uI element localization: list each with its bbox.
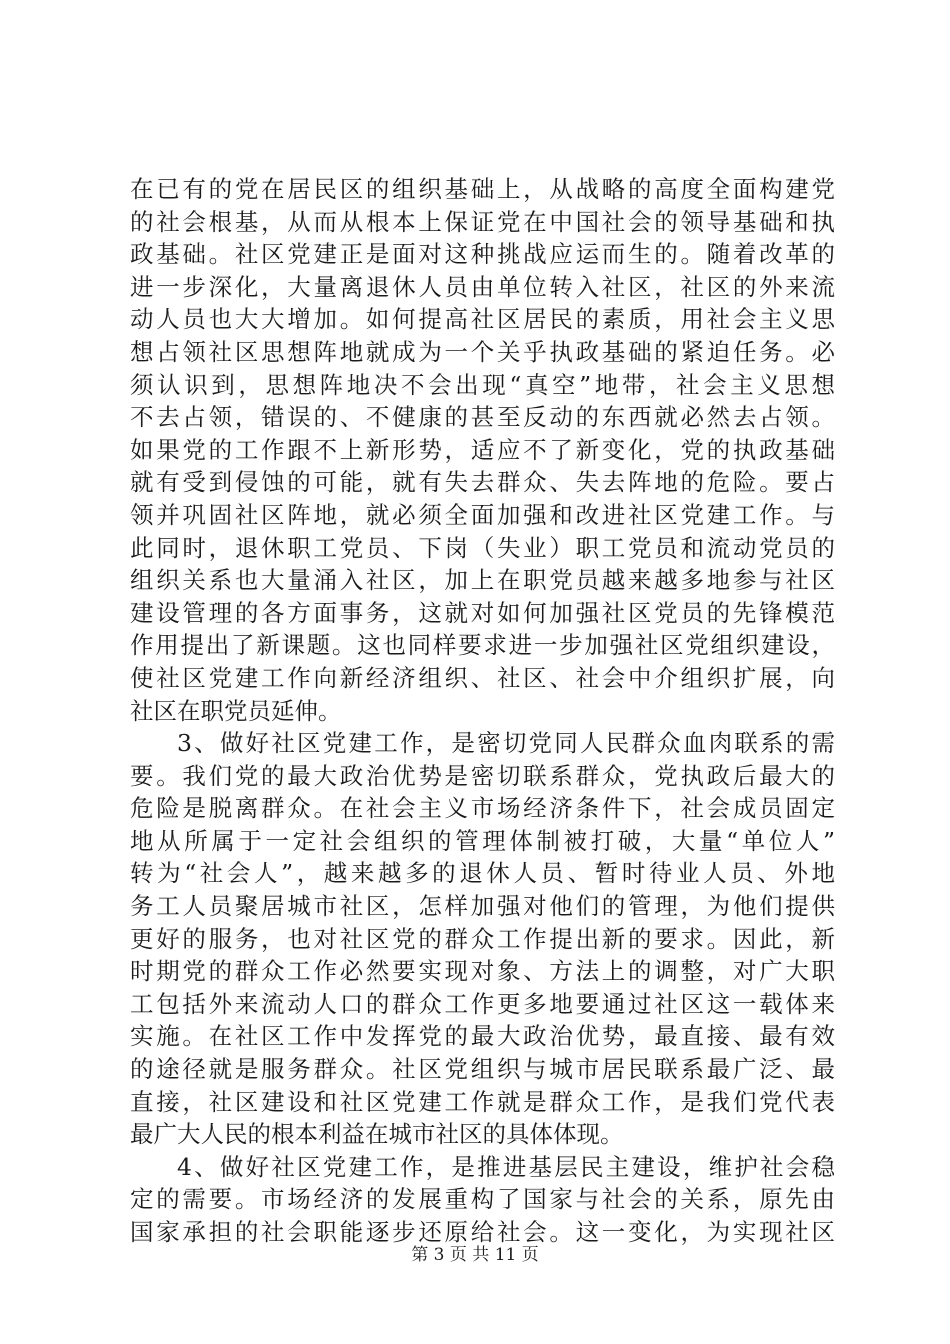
text-line: 的途径就是服务群众。社区党组织与城市居民联系最广泛、最 bbox=[130, 1055, 835, 1084]
text-line: 最广大人民的根本利益在城市社区的具体体现。 bbox=[130, 1120, 624, 1149]
text-line: 3、做好社区党建工作，是密切党同人民群众血肉联系的需 bbox=[177, 729, 835, 758]
text-line: 的社会根基，从而从根本上保证党在中国社会的领导基础和执 bbox=[130, 207, 835, 236]
text-line: 此同时，退休职工党员、下岗（失业）职工党员和流动党员的 bbox=[130, 533, 835, 562]
text-line: 建设管理的各方面事务，这就对如何加强社区党员的先锋模范 bbox=[130, 598, 835, 627]
text-line: 务工人员聚居城市社区，怎样加强对他们的管理，为他们提供 bbox=[130, 892, 835, 921]
body-text bbox=[130, 173, 835, 1249]
text-line: 进一步深化，大量离退休人员由单位转入社区，社区的外来流 bbox=[130, 272, 835, 301]
text-line: 政基础。社区党建正是面对这种挑战应运而生的。随着改革的 bbox=[130, 240, 835, 269]
text-line: 工包括外来流动人口的群众工作更多地要通过社区这一载体来 bbox=[130, 989, 835, 1018]
text-line: 动人员也大大增加。如何提高社区居民的素质，用社会主义思 bbox=[130, 305, 835, 334]
text-line: 危险是脱离群众。在社会主义市场经济条件下，社会成员固定 bbox=[130, 794, 835, 823]
text-line: 国家承担的社会职能逐步还原给社会。这一变化，为实现社区 bbox=[130, 1218, 835, 1246]
text-line: 更好的服务，也对社区党的群众工作提出新的要求。因此，新 bbox=[130, 924, 835, 953]
text-line: 实施。在社区工作中发挥党的最大政治优势，最直接、最有效 bbox=[130, 1022, 835, 1051]
text-line: 转为“社会人”，越来越多的退休人员、暂时待业人员、外地 bbox=[130, 859, 835, 888]
text-line: 须认识到，思想阵地决不会出现“真空”地带，社会主义思想 bbox=[130, 370, 835, 399]
text-line: 直接，社区建设和社区党建工作就是群众工作，是我们党代表 bbox=[130, 1087, 835, 1116]
text-line: 就有受到侵蚀的可能，就有失去群众、失去阵地的危险。要占 bbox=[130, 468, 835, 497]
text-line: 地从所属于一定社会组织的管理体制被打破，大量“单位人” bbox=[130, 826, 835, 855]
text-line: 领并巩固社区阵地，就必须全面加强和改进社区党建工作。与 bbox=[130, 500, 835, 529]
text-line: 社区在职党员延伸。 bbox=[130, 696, 342, 725]
text-line: 4、做好社区党建工作，是推进基层民主建设，维护社会稳 bbox=[177, 1152, 835, 1181]
text-line: 作用提出了新课题。这也同样要求进一步加强社区党组织建设， bbox=[130, 631, 835, 660]
text-line: 组织关系也大量涌入社区，加上在职党员越来越多地参与社区 bbox=[130, 566, 835, 595]
text-line: 想占领社区思想阵地就成为一个关乎执政基础的紧迫任务。必 bbox=[130, 337, 835, 366]
text-line: 如果党的工作跟不上新形势，适应不了新变化，党的执政基础 bbox=[130, 435, 835, 464]
text-line: 在已有的党在居民区的组织基础上，从战略的高度全面构建党 bbox=[130, 175, 835, 203]
text-line: 要。我们党的最大政治优势是密切联系群众，党执政后最大的 bbox=[130, 761, 835, 790]
text-line: 使社区党建工作向新经济组织、社区、社会中介组织扩展，向 bbox=[130, 663, 835, 692]
text-line: 不去占领，错误的、不健康的甚至反动的东西就必然去占领。 bbox=[130, 403, 835, 432]
text-line: 定的需要。市场经济的发展重构了国家与社会的关系，原先由 bbox=[130, 1185, 835, 1214]
text-line: 时期党的群众工作必然要实现对象、方法上的调整，对广大职 bbox=[130, 957, 835, 986]
page-footer: 第 3 页 共 11 页 bbox=[411, 1245, 539, 1265]
